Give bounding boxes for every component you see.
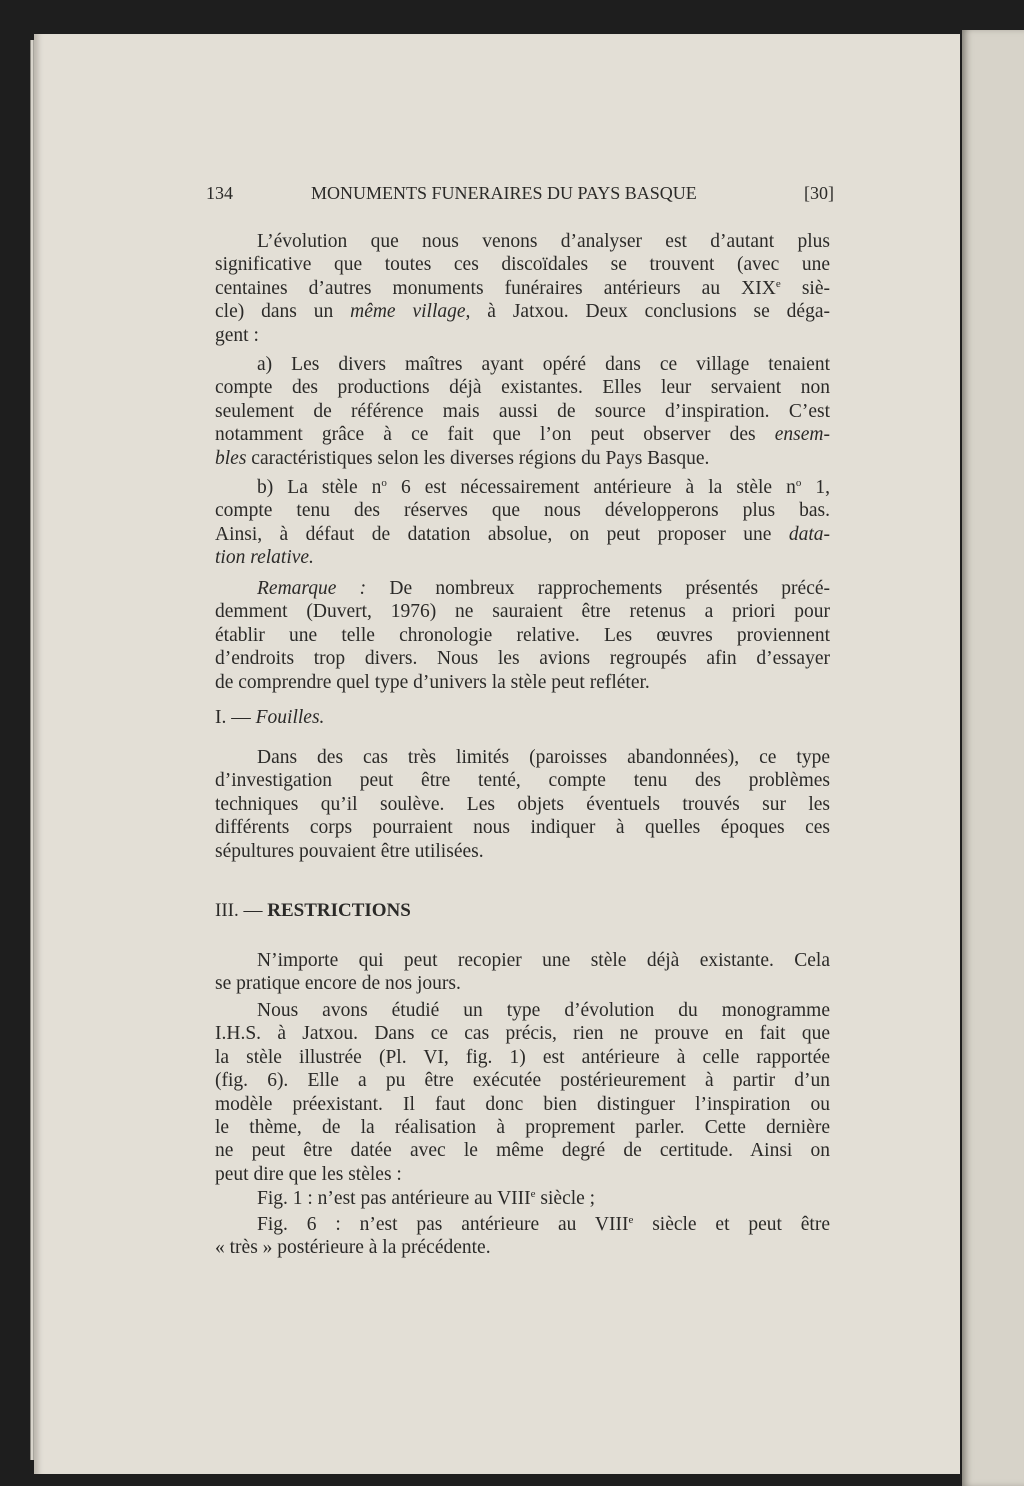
- superscript: o: [381, 477, 387, 489]
- text-segment: Ainsi, à défaut de datation absolue, on peut proposer une: [215, 523, 789, 545]
- running-title: MONUMENTS FUNERAIRES DU PAYS BASQUE: [311, 183, 697, 203]
- text-segment: même village,: [350, 301, 471, 323]
- facing-page: [962, 30, 1024, 1486]
- text-line: [215, 1046, 830, 1069]
- fig-6-statement: [215, 1213, 830, 1260]
- text-segment: compte des productions déjà existantes. Elles leur servaient non: [215, 377, 830, 399]
- text-segment: Fig. 6 : n’est pas antérieure au VIII: [257, 1214, 629, 1235]
- text-line: [215, 353, 830, 376]
- text-segment: Dans des cas très limités (paroisses abandonnées), ce type: [257, 747, 830, 768]
- text-line: [215, 647, 830, 670]
- heading-fouilles: [215, 706, 830, 729]
- text-segment: à Jatxou. Deux conclusions se déga-: [470, 301, 830, 323]
- text-segment: gent :: [215, 324, 259, 346]
- text-segment: siècle ;: [535, 1188, 596, 1209]
- text-segment: techniques qu’il soulève. Les objets éventuels trouvés sur les: [215, 793, 830, 815]
- text-segment: cle) dans un: [215, 301, 351, 323]
- text-segment: notamment grâce à ce fait que l’on peut observer des: [215, 424, 775, 446]
- text-segment: N’importe qui peut recopier une stèle déjà existante. Cela: [257, 950, 830, 971]
- text-segment: compte tenu des réserves que nous développerons plus bas.: [215, 500, 830, 522]
- text-segment: le thème, de la réalisation à proprement parler. Cette dernière: [215, 1116, 830, 1138]
- text-segment: significative que toutes ces discoïdales se trouvent (avec une: [215, 254, 830, 276]
- text-line: [215, 447, 830, 470]
- paragraph-b: [215, 476, 830, 570]
- fig-1-statement: [215, 1187, 830, 1210]
- text-line: [215, 423, 830, 446]
- superscript: e: [628, 1214, 634, 1226]
- page-number: 134: [206, 183, 233, 203]
- text-segment: Fouilles.: [255, 707, 325, 728]
- text-line: [215, 400, 830, 423]
- text-line: [215, 999, 830, 1022]
- text-segment: Nous avons étudié un type d’évolution du monogramme: [257, 1000, 830, 1021]
- text-segment: siè-: [780, 277, 830, 299]
- text-line: [215, 949, 830, 972]
- text-line: [215, 1163, 830, 1186]
- text-line: [215, 899, 830, 922]
- text-segment: (fig. 6). Elle a pu être exécutée postérieurement à partir d’un: [215, 1070, 830, 1092]
- text-line: [215, 624, 830, 647]
- text-line: [215, 1022, 830, 1045]
- text-segment: différents corps pourraient nous indiquer à quelles époques ces: [215, 817, 830, 839]
- text-line: [215, 546, 830, 569]
- text-segment: b) La stèle n: [257, 477, 382, 498]
- text-segment: RESTRICTIONS: [267, 900, 411, 921]
- text-segment: tion relative.: [215, 547, 314, 569]
- text-segment: III. —: [215, 900, 268, 921]
- text-segment: a) Les divers maîtres ayant opéré dans ce village tenaient: [257, 354, 830, 375]
- text-line: [215, 1093, 830, 1116]
- text-line: [215, 523, 830, 546]
- text-segment: seulement de référence mais aussi de source d’inspiration. C’est: [215, 400, 830, 422]
- text-line: [215, 1187, 830, 1210]
- paragraph-a: [215, 353, 830, 470]
- superscript: e: [530, 1188, 536, 1200]
- text-line: [215, 840, 830, 863]
- text-segment: de comprendre quel type d’univers la stèle peut refléter.: [215, 671, 650, 693]
- text-segment: demment (Duvert, 1976) ne sauraient être retenus a priori pour: [215, 601, 830, 623]
- text-line: [215, 277, 830, 300]
- superscript: o: [795, 477, 802, 489]
- text-segment: bles: [215, 447, 247, 469]
- text-segment: L’évolution que nous venons d’analyser est d’autant plus: [257, 231, 830, 252]
- text-segment: Remarque :: [257, 578, 367, 599]
- text-line: [215, 769, 830, 792]
- text-segment: I.H.S. à Jatxou. Dans ce cas précis, rien ne prouve en fait que: [215, 1023, 830, 1045]
- text-line: [215, 793, 830, 816]
- text-segment: data-: [788, 523, 830, 545]
- text-line: [215, 1139, 830, 1162]
- text-segment: De nombreux rapprochements présentés précé-: [366, 578, 831, 599]
- page-reference: [30]: [804, 183, 834, 203]
- superscript: e: [775, 277, 781, 290]
- text-line: [215, 746, 830, 769]
- text-line: [215, 1116, 830, 1139]
- text-segment: 1,: [801, 477, 831, 498]
- text-segment: d’investigation peut être tenté, compte tenu des problèmes: [215, 770, 830, 792]
- text-segment: Fig. 1 : n’est pas antérieure au VIII: [257, 1188, 531, 1209]
- text-segment: se pratique encore de nos jours.: [215, 973, 461, 995]
- text-line: [215, 671, 830, 694]
- text-segment: I. —: [215, 707, 256, 728]
- paragraph-fouilles: [215, 746, 830, 863]
- text-segment: 6 est nécessairement antérieure à la stèle n: [386, 477, 796, 498]
- paragraph-monogramme: [215, 999, 830, 1186]
- text-segment: caractéristiques selon les diverses régions du Pays Basque.: [246, 447, 710, 469]
- text-line: [215, 600, 830, 623]
- text-line: [215, 230, 830, 253]
- text-segment: modèle préexistant. Il faut donc bien distinguer l’inspiration ou: [215, 1093, 830, 1115]
- text-line: [215, 577, 830, 600]
- text-segment: établir une telle chronologie relative. Les œuvres proviennent: [215, 624, 830, 646]
- paragraph-remarque: [215, 577, 830, 694]
- text-line: [215, 706, 830, 729]
- text-line: [215, 324, 830, 347]
- text-segment: ensem-: [774, 424, 830, 446]
- text-line: [215, 1213, 830, 1236]
- paragraph-evolution: [215, 230, 830, 347]
- paragraph-importe: [215, 949, 830, 996]
- text-line: [215, 1069, 830, 1092]
- heading-restrictions: [215, 899, 830, 922]
- text-line: [215, 253, 830, 276]
- text-segment: la stèle illustrée (Pl. VI, fig. 1) est antérieure à celle rapportée: [215, 1046, 830, 1068]
- text-line: [215, 816, 830, 839]
- text-segment: « très » postérieure à la précédente.: [215, 1237, 491, 1259]
- text-line: [215, 972, 830, 995]
- text-segment: ne peut être datée avec le même degré de certitude. Ainsi on: [215, 1140, 830, 1162]
- text-line: [215, 1236, 830, 1259]
- text-segment: centaines d’autres monuments funéraires antérieurs au XIX: [215, 277, 776, 299]
- text-line: [215, 476, 830, 499]
- text-segment: siècle et peut être: [633, 1214, 830, 1235]
- text-segment: peut dire que les stèles :: [215, 1163, 402, 1185]
- text-segment: d’endroits trop divers. Nous les avions regroupés afin d’essayer: [215, 648, 830, 670]
- text-line: [215, 376, 830, 399]
- text-line: [215, 499, 830, 522]
- text-line: [215, 300, 830, 323]
- text-segment: sépultures pouvaient être utilisées.: [215, 840, 484, 862]
